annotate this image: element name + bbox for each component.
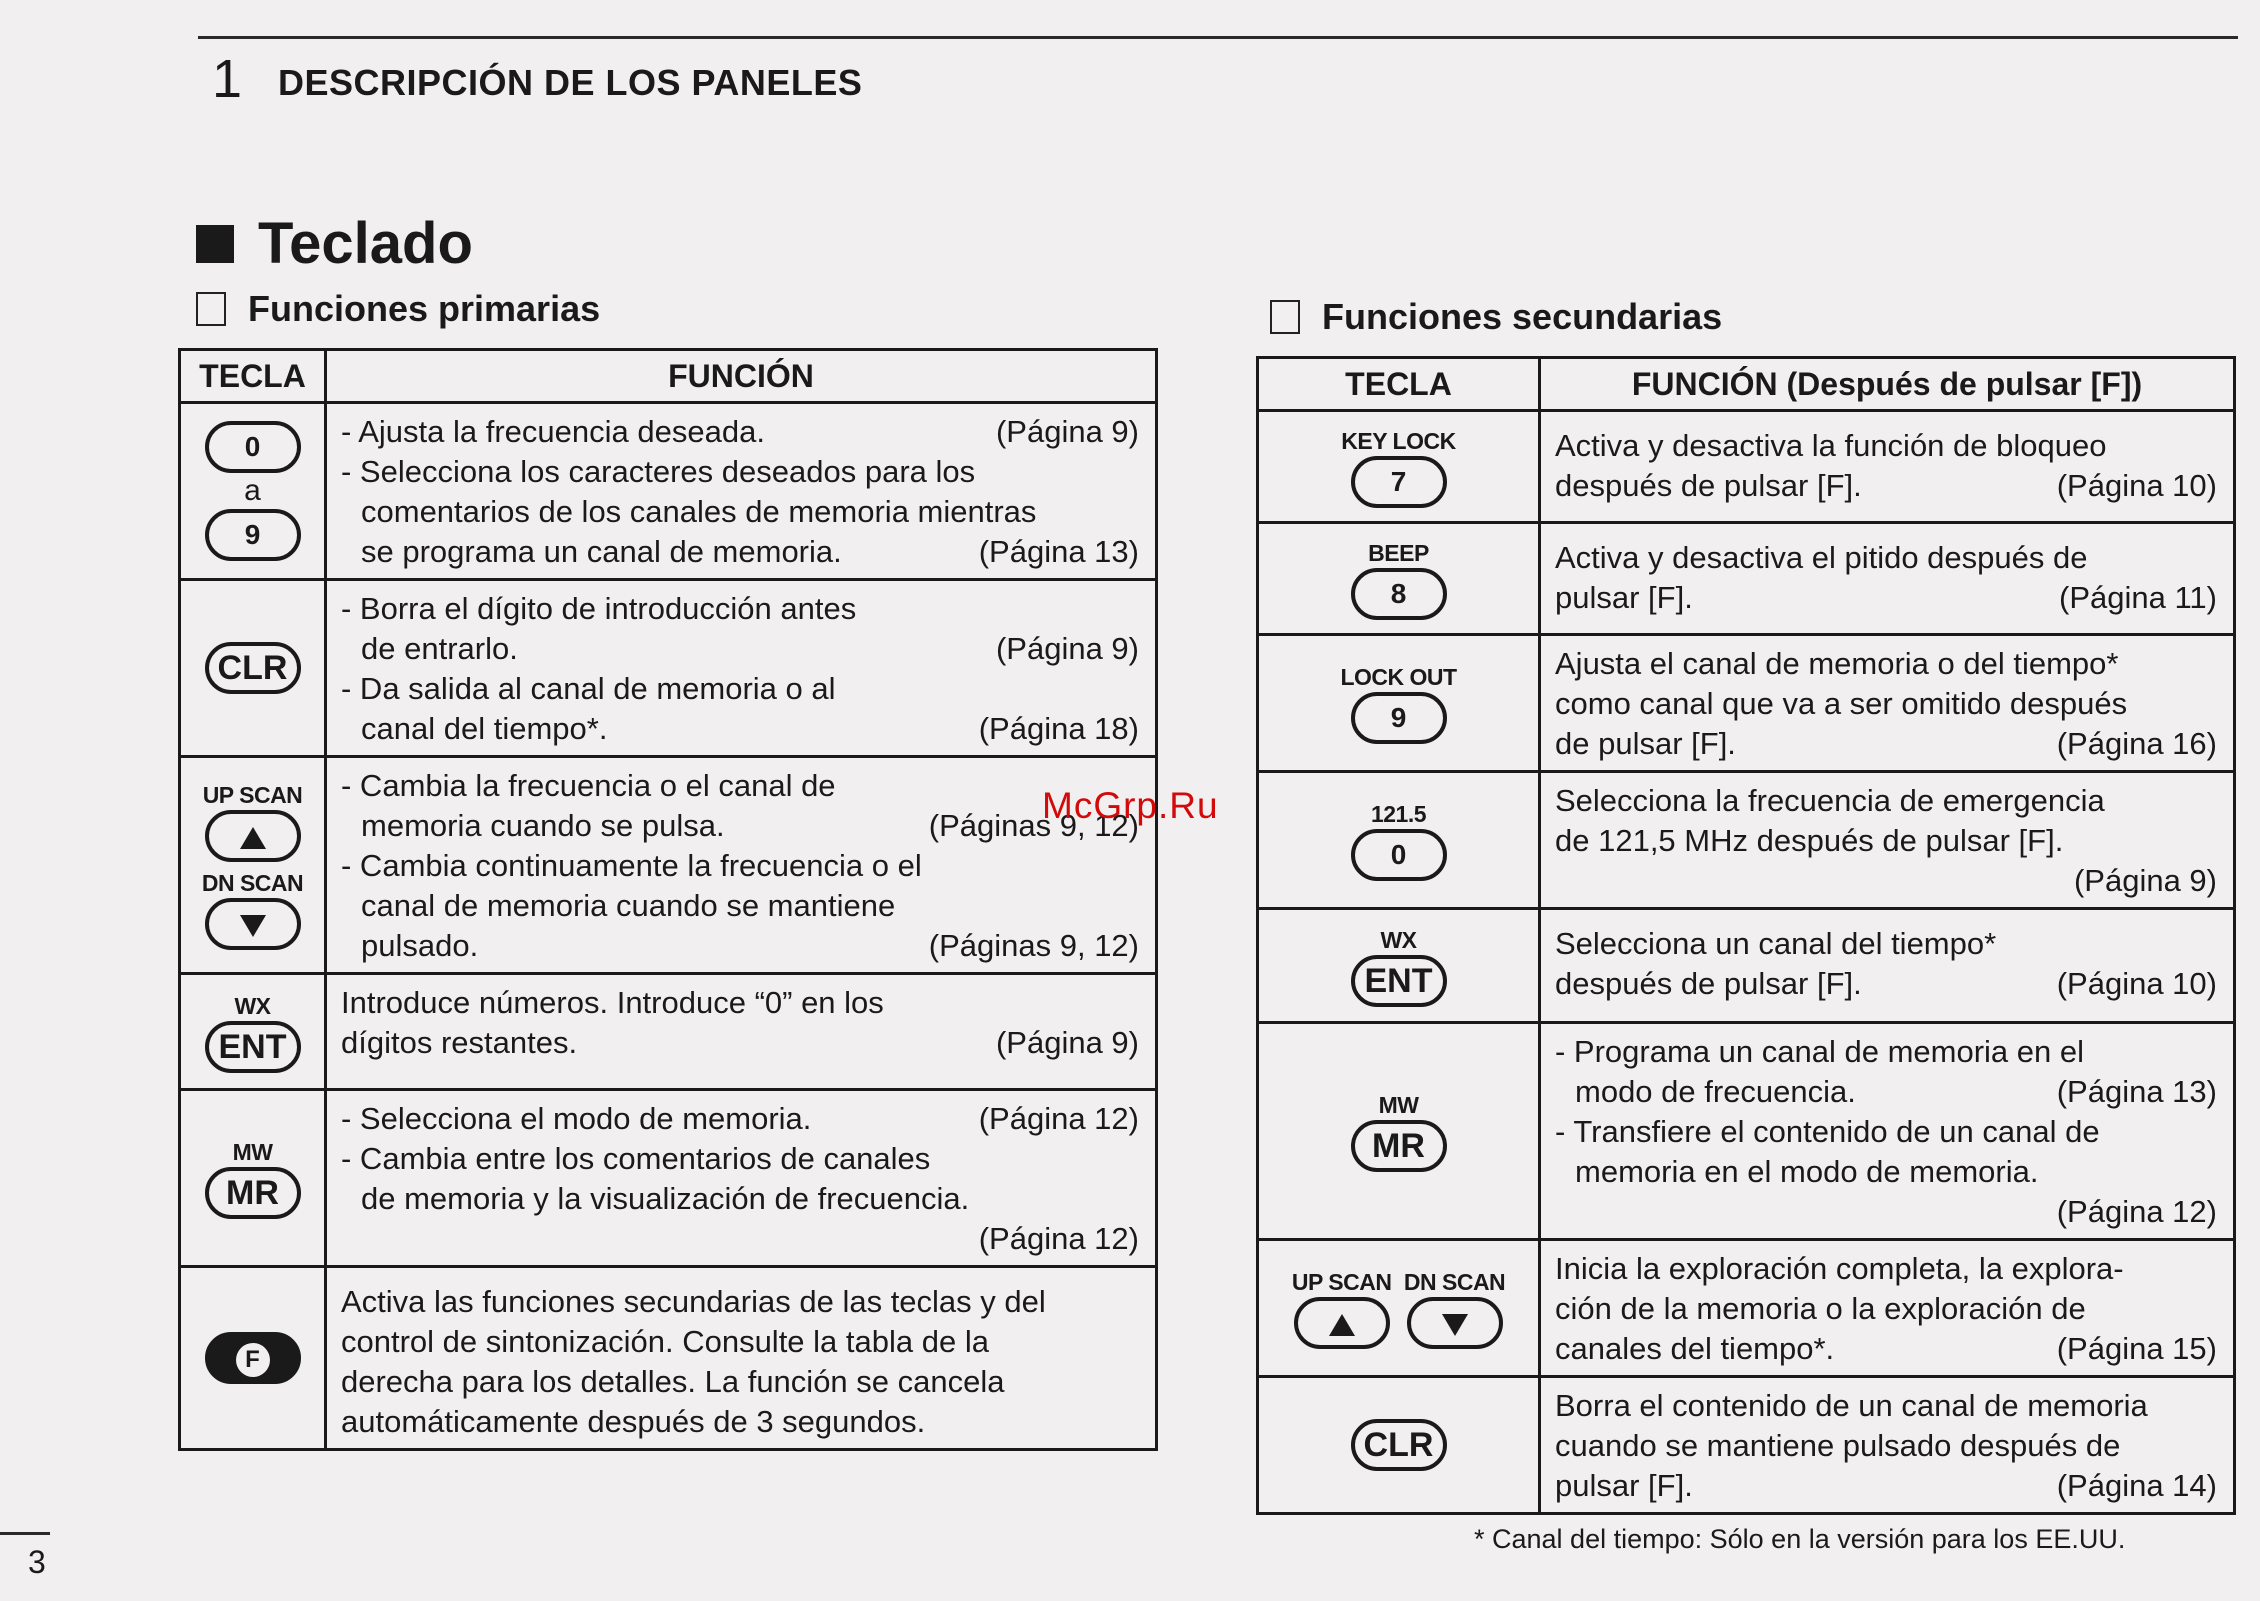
page-ref: (Página 13) — [978, 534, 1139, 569]
function-text: Activa las funciones secundarias de las teclas y del — [341, 1284, 1046, 1319]
table-row — [1258, 1240, 2235, 1377]
function-text: - Selecciona los caracteres deseados para los — [341, 454, 976, 489]
function-text: - Programa un canal de memoria en el — [1555, 1034, 2084, 1069]
function-text: canales del tiempo*. — [1555, 1331, 1835, 1366]
table-header-row — [180, 350, 1157, 403]
table-row — [1258, 523, 2235, 635]
function-text: derecha para los detalles. La función se cancela — [341, 1364, 1005, 1399]
col-function-header: FUNCIÓN (Después de pulsar [F]) — [1540, 358, 2235, 411]
up-arrow-key — [1294, 1297, 1390, 1349]
key-cell — [180, 1090, 326, 1267]
table-row — [1258, 1377, 2235, 1514]
header-rule — [198, 36, 2238, 39]
triangle-up-icon — [1329, 1314, 1355, 1336]
wx-label: WX — [234, 992, 271, 1019]
function-text: modo de frecuencia. — [1575, 1074, 1856, 1109]
table-header-row — [1258, 358, 2235, 411]
function-text: Activa y desactiva la función de bloqueo — [1555, 428, 2107, 463]
clr-key-button: CLR — [1351, 1419, 1447, 1471]
secondary-heading — [1270, 296, 1722, 338]
triangle-down-icon — [240, 915, 266, 937]
table-row — [1258, 772, 2235, 909]
page-ref: (Página 12) — [978, 1221, 1139, 1256]
key-separator: a — [244, 474, 261, 507]
page-ref: (Página 11) — [2059, 580, 2217, 615]
function-cell — [1540, 1240, 2235, 1377]
function-text: memoria cuando se pulsa. — [361, 808, 725, 843]
mr-key-button: MR — [205, 1167, 301, 1219]
function-text: - Transfiere el contenido de un canal de — [1555, 1114, 2100, 1149]
key-cell — [1258, 772, 1540, 909]
table-row — [1258, 411, 2235, 523]
function-text: - Da salida al canal de memoria o al — [341, 671, 836, 706]
key-7-button: 7 — [1351, 456, 1447, 508]
function-text: Activa y desactiva el pitido después de — [1555, 540, 2088, 575]
key-cell — [1258, 1377, 1540, 1514]
watermark: McGrp.Ru — [1042, 785, 1219, 826]
function-text: después de pulsar [F]. — [1555, 966, 1862, 1001]
function-cell — [326, 757, 1157, 974]
key-cell — [180, 1267, 326, 1450]
function-text: ción de la memoria o la exploración de — [1555, 1291, 2086, 1326]
page-ref: (Páginas 9, 12) — [928, 928, 1139, 963]
key-cell — [1258, 635, 1540, 772]
page-ref: (Página 9) — [995, 414, 1139, 449]
wx-label: WX — [1380, 926, 1417, 953]
function-text: - Ajusta la frecuencia deseada. — [341, 414, 765, 449]
key-cell — [180, 757, 326, 974]
triangle-up-icon — [240, 827, 266, 849]
chapter-title: DESCRIPCIÓN DE LOS PANELES — [278, 62, 863, 103]
page-ref: (Página 9) — [995, 1025, 1139, 1060]
function-text: control de sintonización. Consulte la tabla de la — [341, 1324, 989, 1359]
function-cell — [326, 1090, 1157, 1267]
function-text: Introduce números. Introduce “0” en los — [341, 985, 884, 1020]
key-8-button: 8 — [1351, 568, 1447, 620]
function-cell — [326, 403, 1157, 580]
function-text: de 121,5 MHz después de pulsar [F]. — [1555, 823, 2064, 858]
page-ref: (Página 10) — [2056, 966, 2217, 1001]
function-cell — [326, 1267, 1157, 1450]
table-row — [180, 403, 1157, 580]
page-ref: (Página 9) — [995, 631, 1139, 666]
function-text: Borra el contenido de un canal de memoria — [1555, 1388, 2148, 1423]
page-ref: (Página 13) — [2056, 1074, 2217, 1109]
mw-label: MW — [1378, 1092, 1419, 1118]
mw-label: MW — [232, 1139, 273, 1165]
primary-functions-table — [178, 348, 1158, 1451]
mr-key-button: MR — [1351, 1120, 1447, 1172]
page-ref: (Páginas 9, 12) — [928, 808, 1139, 843]
function-text: Selecciona la frecuencia de emergencia — [1555, 783, 2105, 818]
key-9-button: 9 — [205, 509, 301, 561]
page-ref: (Página 15) — [2056, 1331, 2217, 1366]
table-row — [180, 1090, 1157, 1267]
key-cell — [1258, 1240, 1540, 1377]
col-key-header: TECLA — [180, 350, 326, 403]
lock-out-label: LOCK OUT — [1340, 664, 1457, 690]
page-number: 3 — [28, 1544, 46, 1580]
function-cell — [1540, 523, 2235, 635]
table-row — [180, 757, 1157, 974]
section-square-icon — [196, 225, 234, 263]
secondary-functions-table — [1256, 356, 2236, 1515]
footnote: * Canal del tiempo: Sólo en la versión para los EE.UU. — [1474, 1524, 2126, 1554]
table-row — [180, 974, 1157, 1090]
emergency-label: 121.5 — [1370, 801, 1427, 827]
table-row — [180, 1267, 1157, 1450]
function-cell — [1540, 772, 2235, 909]
down-arrow-key — [205, 898, 301, 950]
secondary-heading-text: Funciones secundarias — [1322, 296, 1723, 337]
function-text: después de pulsar [F]. — [1555, 468, 1862, 503]
table-row — [1258, 1023, 2235, 1240]
f-key-button — [205, 1332, 301, 1384]
key-cell — [180, 974, 326, 1090]
ent-key-button: ENT — [205, 1021, 301, 1073]
chapter-number: 1 — [212, 49, 243, 109]
key-cell — [1258, 411, 1540, 523]
function-text: cuando se mantiene pulsado después de — [1555, 1428, 2121, 1463]
triangle-down-icon — [1442, 1314, 1468, 1336]
function-cell — [1540, 1023, 2235, 1240]
page-ref: (Página 18) — [978, 711, 1139, 746]
function-text: de memoria y la visualización de frecuencia. — [361, 1181, 970, 1216]
function-cell — [326, 974, 1157, 1090]
checkbox-icon — [196, 292, 226, 326]
key-0-button: 0 — [205, 421, 301, 473]
up-scan-label: UP SCAN — [202, 782, 303, 808]
up-scan-key-group — [1292, 1267, 1392, 1349]
key-9-button: 9 — [1351, 692, 1447, 744]
function-text: memoria en el modo de memoria. — [1575, 1154, 2039, 1189]
function-text: pulsar [F]. — [1555, 1468, 1693, 1503]
page-ref: (Página 10) — [2056, 468, 2217, 503]
page-ref: (Página 12) — [978, 1101, 1139, 1136]
function-text: de entrarlo. — [361, 631, 518, 666]
function-text: canal del tiempo*. — [361, 711, 608, 746]
key-0-button: 0 — [1351, 829, 1447, 881]
function-cell — [326, 580, 1157, 757]
key-cell — [1258, 909, 1540, 1023]
up-scan-label: UP SCAN — [1291, 1269, 1392, 1295]
dn-scan-key-group — [1404, 1267, 1505, 1349]
function-text: como canal que va a ser omitido después — [1555, 686, 2128, 721]
function-text: - Cambia la frecuencia o el canal de — [341, 768, 836, 803]
function-cell — [1540, 909, 2235, 1023]
checkbox-icon — [1270, 300, 1300, 334]
function-text: de pulsar [F]. — [1555, 726, 1736, 761]
function-text: pulsar [F]. — [1555, 580, 1693, 615]
function-text: automáticamente después de 3 segundos. — [341, 1404, 926, 1439]
function-cell — [1540, 1377, 2235, 1514]
dn-scan-label: DN SCAN — [1403, 1269, 1506, 1295]
function-text: Ajusta el canal de memoria o del tiempo* — [1555, 646, 2119, 681]
f-key-label: F — [236, 1343, 270, 1377]
page-ref: (Página 14) — [2056, 1468, 2217, 1503]
page-ref: (Página 12) — [2056, 1194, 2217, 1229]
up-arrow-key — [205, 810, 301, 862]
section-title-text: Teclado — [258, 211, 473, 276]
table-row — [1258, 909, 2235, 1023]
page-ref: (Página 9) — [2073, 863, 2217, 898]
key-lock-label: KEY LOCK — [1341, 427, 1456, 454]
function-text: comentarios de los canales de memoria mientras — [361, 494, 1037, 529]
function-text: dígitos restantes. — [341, 1025, 578, 1060]
function-text: - Selecciona el modo de memoria. — [341, 1101, 812, 1136]
function-text: - Borra el dígito de introducción antes — [341, 591, 857, 626]
col-key-header: TECLA — [1258, 358, 1540, 411]
function-text: Selecciona un canal del tiempo* — [1555, 926, 1997, 961]
table-row — [180, 580, 1157, 757]
function-text: se programa un canal de memoria. — [361, 534, 842, 569]
beep-label: BEEP — [1368, 539, 1429, 566]
function-text: pulsado. — [361, 928, 479, 963]
key-cell — [1258, 523, 1540, 635]
section-title — [196, 210, 473, 277]
function-text: canal de memoria cuando se mantiene — [361, 888, 896, 923]
key-cell — [180, 580, 326, 757]
col-function-header: FUNCIÓN — [326, 350, 1157, 403]
ent-key-button: ENT — [1351, 955, 1447, 1007]
table-row — [1258, 635, 2235, 772]
primary-heading-text: Funciones primarias — [248, 288, 601, 329]
page-ref: (Página 16) — [2056, 726, 2217, 761]
function-cell — [1540, 635, 2235, 772]
function-text: - Cambia entre los comentarios de canales — [341, 1141, 931, 1176]
primary-heading — [196, 288, 600, 330]
key-cell — [1258, 1023, 1540, 1240]
function-cell — [1540, 411, 2235, 523]
key-cell — [180, 403, 326, 580]
page-number-rule — [0, 1532, 50, 1535]
function-text: - Cambia continuamente la frecuencia o el — [341, 848, 922, 883]
function-text: Inicia la exploración completa, la explora- — [1555, 1251, 2124, 1286]
clr-key-button: CLR — [205, 642, 301, 694]
down-arrow-key — [1407, 1297, 1503, 1349]
dn-scan-label: DN SCAN — [201, 870, 304, 896]
